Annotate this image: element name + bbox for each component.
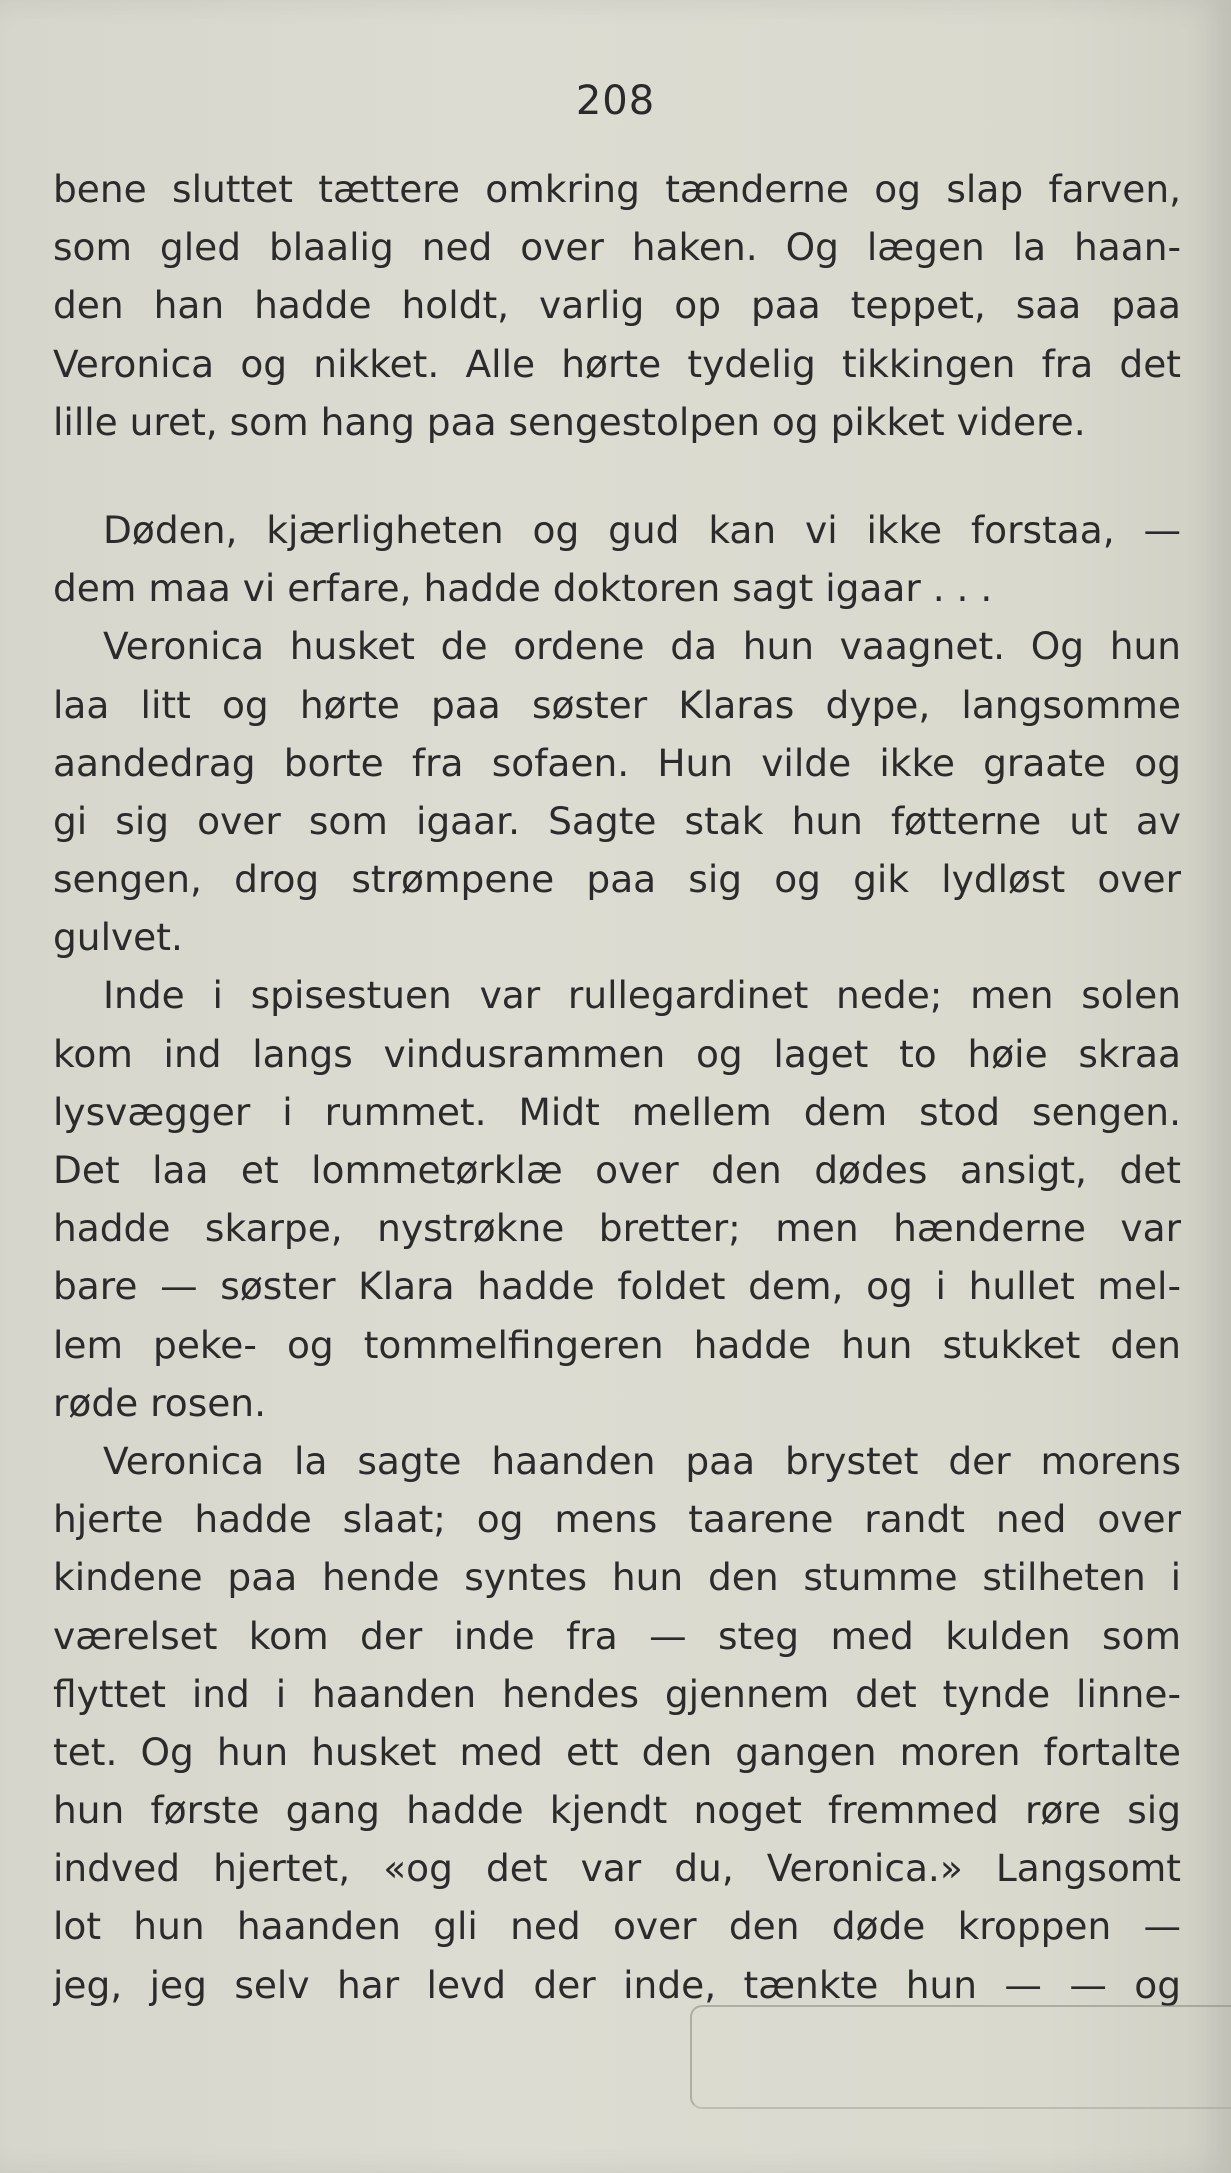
text-line: bene sluttet tættere omkring tænderne og slap farven, <box>53 167 1181 211</box>
text-line: aandedrag borte fra sofaen. Hun vilde ikke graate og <box>53 740 1181 785</box>
text-line: lot hun haanden gli ned over den døde kroppen — <box>53 1904 1181 1949</box>
text-line: Veronica husket de ordene da hun vaagnet. Og hun <box>103 624 1181 669</box>
text-line: gulvet. <box>53 915 183 960</box>
text-line: den han hadde holdt, varlig op paa teppet, saa paa <box>53 283 1181 328</box>
text-line: Døden, kjærligheten og gud kan vi ikke forstaa, — <box>103 507 1181 552</box>
text-line: bare — søster Klara hadde foldet dem, og i hullet mel- <box>53 1264 1181 1309</box>
page-number: 208 <box>575 78 656 124</box>
text-line: sengen, drog strømpene paa sig og gik lydløst over <box>53 857 1181 902</box>
text-line: Veronica la sagte haanden paa brystet der morens <box>103 1438 1181 1483</box>
text-line: hadde skarpe, nystrøkne bretter; men hænderne var <box>53 1206 1181 1251</box>
text-line: røde rosen. <box>53 1380 266 1425</box>
text-line: kindene paa hende syntes hun den stumme stilheten i <box>53 1555 1181 1600</box>
text-line: værelset kom der inde fra — steg med kulden som <box>53 1613 1181 1658</box>
text-line: laa litt og hørte paa søster Klaras dype, langsomme <box>53 682 1181 727</box>
body-text <box>53 160 1181 2014</box>
text-line: flyttet ind i haanden hendes gjennem det tynde linne- <box>53 1671 1181 1716</box>
text-line: Inde i spisestuen var rullegardinet nede; men solen <box>103 973 1181 1018</box>
text-line: som gled blaalig ned over haken. Og lægen la haan- <box>53 225 1181 270</box>
text-line: tet. Og hun husket med ett den gangen moren fortalte <box>53 1729 1181 1774</box>
text-line: Det laa et lommetørklæ over den dødes ansigt, det <box>53 1148 1181 1192</box>
text-line: Veronica og nikket. Alle hørte tydelig tikkingen fra det <box>53 341 1181 386</box>
paragraph-gap <box>53 451 1181 501</box>
text-line: lysvægger i rummet. Midt mellem dem stod sengen. <box>53 1089 1181 1134</box>
text-line: jeg, jeg selv har levd der inde, tænkte hun — — og <box>53 1962 1181 2007</box>
text-line: hun første gang hadde kjendt noget fremmed røre sig <box>53 1788 1181 1833</box>
text-line: indved hjertet, «og det var du, Veronica.» Langsomt <box>53 1846 1181 1891</box>
text-line: lem peke- og tommelfingeren hadde hun stukket den <box>53 1322 1181 1367</box>
library-stamp-outline <box>690 2005 1231 2109</box>
text-line: dem maa vi erfare, hadde doktoren sagt igaar . . . <box>53 566 993 611</box>
text-line: hjerte hadde slaat; og mens taarene randt ned over <box>53 1497 1181 1542</box>
text-line: lille uret, som hang paa sengestolpen og pikket videre. <box>53 399 1086 444</box>
text-line: kom ind langs vindusrammen og laget to høie skraa <box>53 1031 1181 1076</box>
text-line: gi sig over som igaar. Sagte stak hun føtterne ut av <box>53 798 1181 843</box>
